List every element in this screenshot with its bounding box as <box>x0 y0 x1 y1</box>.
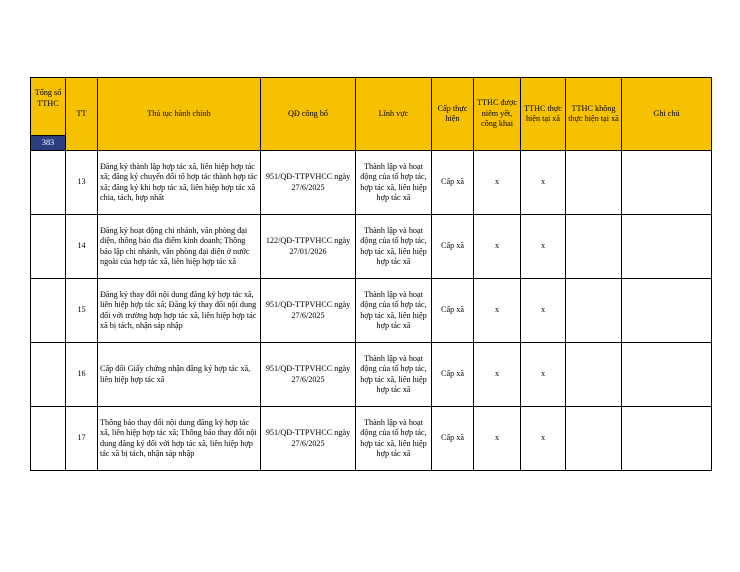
row-decision: 951/QĐ-TTPVHCC ngày 27/6/2025 <box>261 279 356 343</box>
table-row <box>31 215 712 279</box>
row-blank-cell <box>31 215 66 279</box>
table-row <box>31 407 712 471</box>
header-posted: TTHC được niêm yết, công khai <box>474 78 521 151</box>
total-count-badge: 383 <box>31 135 65 150</box>
row-note <box>622 215 712 279</box>
row-not-done-commune <box>566 407 622 471</box>
row-field: Thành lập và hoạt động của tổ hợp tác, hợp tác xã, liên hiệp hợp tác xã <box>356 407 432 471</box>
row-tt: 17 <box>66 407 98 471</box>
row-level: Cấp xã <box>432 343 474 407</box>
row-note <box>622 343 712 407</box>
header-decision: QĐ công bố <box>261 78 356 151</box>
row-done-commune: x <box>521 279 566 343</box>
row-note <box>622 151 712 215</box>
row-posted: x <box>474 279 521 343</box>
row-level: Cấp xã <box>432 407 474 471</box>
row-field: Thành lập và hoạt động của tổ hợp tác, hợp tác xã, liên hiệp hợp tác xã <box>356 343 432 407</box>
row-blank-cell <box>31 407 66 471</box>
row-field: Thành lập và hoạt động của tổ hợp tác, hợp tác xã, liên hiệp hợp tác xã <box>356 279 432 343</box>
row-tt: 13 <box>66 151 98 215</box>
row-note <box>622 407 712 471</box>
row-done-commune: x <box>521 215 566 279</box>
row-tt: 15 <box>66 279 98 343</box>
row-tt: 16 <box>66 343 98 407</box>
header-row <box>31 78 712 151</box>
header-tt: TT <box>66 78 98 151</box>
row-not-done-commune <box>566 151 622 215</box>
procedures-table <box>30 77 712 471</box>
header-level: Cấp thực hiện <box>432 78 474 151</box>
row-level: Cấp xã <box>432 215 474 279</box>
header-not-done-commune: TTHC không thực hiện tại xã <box>566 78 622 151</box>
header-procedure: Thủ tục hành chính <box>98 78 261 151</box>
row-not-done-commune <box>566 279 622 343</box>
row-level: Cấp xã <box>432 151 474 215</box>
row-posted: x <box>474 343 521 407</box>
header-note: Ghi chú <box>622 78 712 151</box>
row-posted: x <box>474 151 521 215</box>
row-decision: 951/QĐ-TTPVHCC ngày 27/6/2025 <box>261 343 356 407</box>
row-not-done-commune <box>566 215 622 279</box>
row-not-done-commune <box>566 343 622 407</box>
row-field: Thành lập và hoạt động của tổ hợp tác, hợp tác xã, liên hiệp hợp tác xã <box>356 215 432 279</box>
header-total-label: Tổng số TTHC <box>34 88 62 108</box>
row-note <box>622 279 712 343</box>
row-tt: 14 <box>66 215 98 279</box>
row-level: Cấp xã <box>432 279 474 343</box>
row-procedure: Đăng ký hoạt động chi nhánh, văn phòng đại diện, thông báo địa điểm kinh doanh; Thông báo lập chi nhánh, văn phòng đại diện ở nước ngoài của hợp tác xã, liên hiệp hợp tác xã <box>98 215 261 279</box>
row-blank-cell <box>31 151 66 215</box>
row-posted: x <box>474 407 521 471</box>
row-posted: x <box>474 215 521 279</box>
row-procedure: Đăng ký thành lập hợp tác xã, liên hiệp hợp tác xã; đăng ký chuyển đổi tổ hợp tác thành hợp tác xã; đăng ký khi hợp tác xã, liên hiệp hợp tác xã chia, tách, hợp nhất <box>98 151 261 215</box>
row-decision: 122/QĐ-TTPVHCC ngày 27/01/2026 <box>261 215 356 279</box>
row-decision: 951/QĐ-TTPVHCC ngày 27/6/2025 <box>261 151 356 215</box>
row-blank-cell <box>31 343 66 407</box>
row-decision: 951/QĐ-TTPVHCC ngày 27/6/2025 <box>261 407 356 471</box>
header-field: Lĩnh vực <box>356 78 432 151</box>
row-procedure: Đăng ký thay đổi nội dung đăng ký hợp tác xã, liên hiệp hợp tác xã; Đăng ký thay đổi nội dung đối với trường hợp hợp tác xã, liên hiệp hợp tác xã bị tách, nhận sáp nhập <box>98 279 261 343</box>
table-row <box>31 151 712 215</box>
row-field: Thành lập và hoạt động của tổ hợp tác, hợp tác xã, liên hiệp hợp tác xã <box>356 151 432 215</box>
row-done-commune: x <box>521 407 566 471</box>
row-done-commune: x <box>521 343 566 407</box>
header-total <box>31 78 66 151</box>
header-done-commune: TTHC thực hiện tại xã <box>521 78 566 151</box>
table-row <box>31 343 712 407</box>
row-blank-cell <box>31 279 66 343</box>
row-procedure: Cấp đổi Giấy chứng nhận đăng ký hợp tác xã, liên hiệp hợp tác xã <box>98 343 261 407</box>
table-row <box>31 279 712 343</box>
row-done-commune: x <box>521 151 566 215</box>
row-procedure: Thông báo thay đổi nội dung đăng ký hợp tác xã, liên hiệp hợp tác xã; Thông báo thay đổi nội dung đăng ký đối với hợp tác xã, liên hiệp hợp tác xã bị tách, nhận sáp nhập <box>98 407 261 471</box>
